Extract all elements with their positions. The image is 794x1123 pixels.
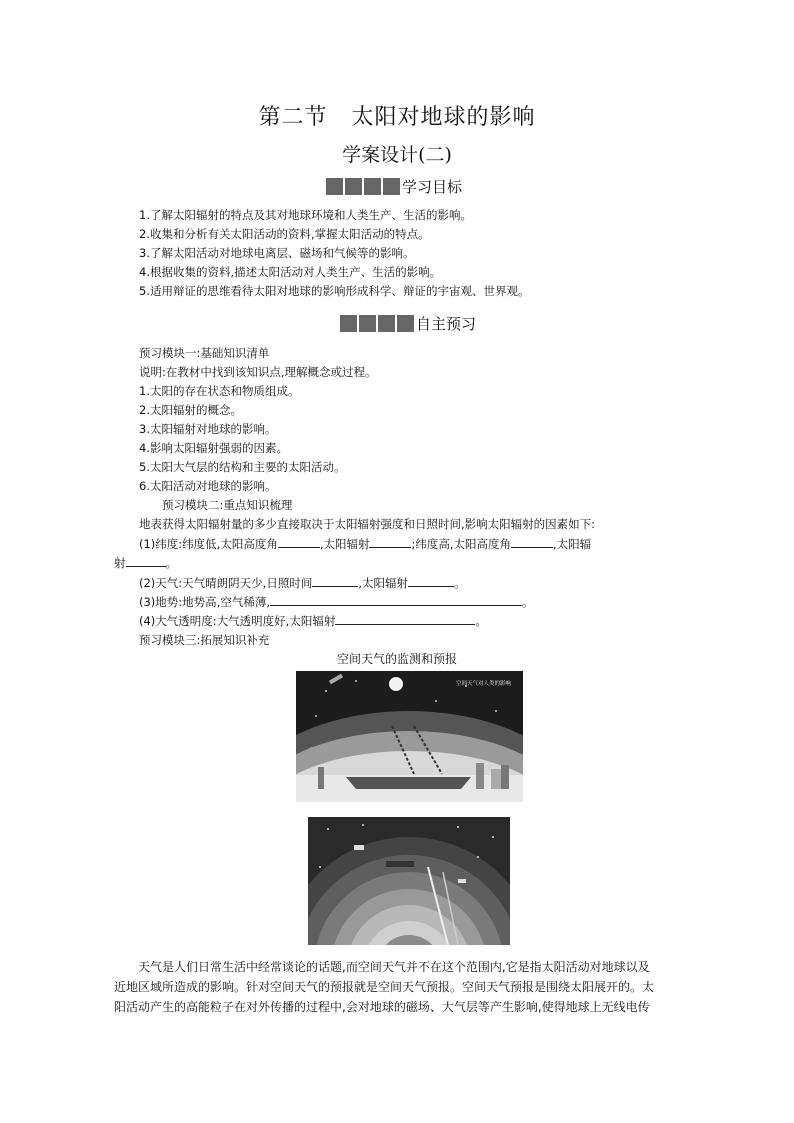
- atmosphere-layers-illustration: [308, 817, 510, 945]
- answer-blank[interactable]: [335, 612, 475, 625]
- answer-blank[interactable]: [126, 554, 166, 567]
- space-weather-impact-illustration: [296, 671, 523, 802]
- heading-marker: [326, 178, 400, 195]
- paragraph-line: 近地区域所造成的影响。针对空间天气的预报就是空间天气预报。空间天气预报是围绕太阳展开的。太: [114, 980, 655, 994]
- section-number: 第二节: [258, 105, 328, 130]
- list-item: 2.收集和分析有关太阳活动的资料,掌握太阳活动的特点。: [139, 227, 430, 241]
- preview-heading: [340, 313, 476, 334]
- list-item: 3.了解太阳活动对地球电离层、磁场和气候等的影响。: [139, 246, 415, 260]
- page-title: [0, 100, 794, 131]
- objectives-heading: [326, 176, 462, 197]
- atmosphere-layers-svg: [308, 817, 510, 945]
- answer-blank[interactable]: [511, 535, 553, 548]
- space-weather-impact-svg: [296, 671, 523, 802]
- page-subtitle: 学案设计(二): [342, 144, 452, 166]
- paragraph-line: 天气是人们日常生活中经常谈论的话题,而空间天气并不在这个范围内,它是指太阳活动对地球以及: [138, 960, 650, 974]
- list-item: 4.影响太阳辐射强弱的因素。: [139, 441, 288, 455]
- figure-title: 空间天气的监测和预报: [336, 652, 457, 666]
- list-item: 5.太阳大气层的结构和主要的太阳活动。: [139, 460, 346, 474]
- objectives-list: [139, 206, 529, 301]
- preview-heading-label: 自主预习: [416, 315, 477, 333]
- answer-blank[interactable]: [408, 574, 454, 587]
- answer-blank[interactable]: [312, 574, 358, 587]
- factor-transparency: (4)大气透明度:大气透明度好,太阳辐射 。: [139, 614, 487, 628]
- factor-weather: (2)天气:天气晴朗阴天少,日照时间 ,太阳辐射 。: [139, 576, 466, 590]
- section-title: 太阳对地球的影响: [351, 105, 536, 130]
- answer-blank[interactable]: [278, 535, 320, 548]
- list-item: 2.太阳辐射的概念。: [139, 403, 242, 417]
- list-item: 1.太阳的存在状态和物质组成。: [139, 384, 300, 398]
- factor-latitude: (1)纬度:纬度低,太阳高度角 ,太阳辐射 ;纬度高,太阳高度角 ,太阳辐: [139, 537, 592, 551]
- module1-note: 说明:在教材中找到该知识点,理解概念或过程。: [139, 365, 377, 379]
- list-item: 3.太阳辐射对地球的影响。: [139, 422, 277, 436]
- module1-title: 预习模块一:基础知识清单: [139, 346, 270, 360]
- list-item: 5.适用辩证的思维看待太阳对地球的影响形成科学、辩证的宇宙观、世界观。: [139, 284, 530, 298]
- heading-marker: [340, 315, 414, 332]
- module2-title: 预习模块二:重点知识梳理: [162, 498, 293, 512]
- answer-blank[interactable]: [270, 593, 522, 606]
- answer-blank[interactable]: [369, 535, 411, 548]
- list-item: 4.根据收集的资料,描述太阳活动对人类生产、生活的影响。: [139, 265, 442, 279]
- figure1-caption: 空间天气对人类的影响: [456, 681, 512, 687]
- factor-latitude-cont: 射 。: [114, 556, 177, 570]
- paragraph-line: 阳活动产生的高能粒子在对外传播的过程中,会对地球的磁场、大气层等产生影响,使得地球上无线电传: [114, 1000, 650, 1014]
- list-item: 1.了解太阳辐射的特点及其对地球环境和人类生产、生活的影响。: [139, 208, 472, 222]
- list-item: 6.太阳活动对地球的影响。: [139, 479, 277, 493]
- factor-terrain: (3)地势:地势高,空气稀薄, 。: [139, 595, 534, 609]
- module2-intro: 地表获得太阳辐射量的多少直接取决于太阳辐射强度和日照时间,影响太阳辐射的因素如下:: [139, 517, 596, 531]
- module3-title: 预习模块三:拓展知识补充: [139, 633, 270, 647]
- objectives-heading-label: 学习目标: [402, 178, 463, 196]
- module1: [139, 344, 377, 496]
